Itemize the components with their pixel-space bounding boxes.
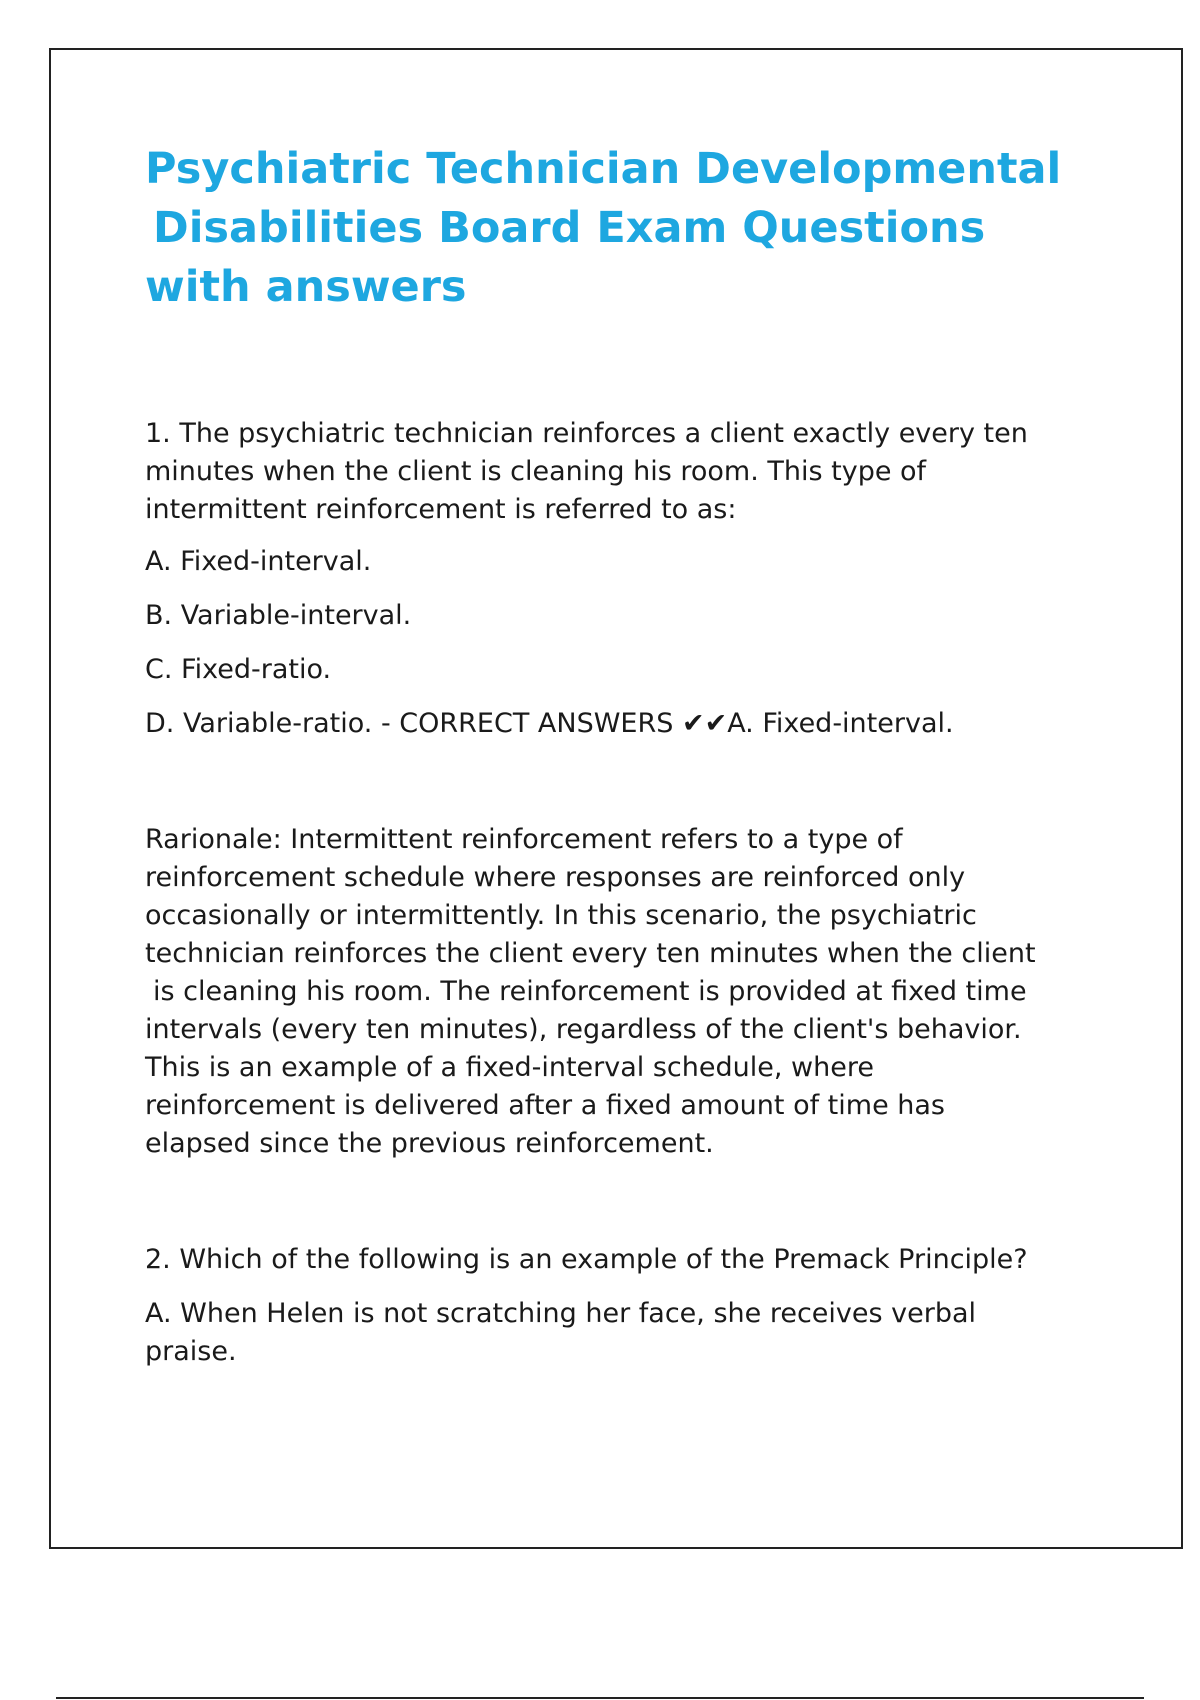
rationale-line: elapsed since the previous reinforcement. <box>145 1128 714 1159</box>
question-text-line: intermittent reinforcement is referred to as: <box>145 494 737 525</box>
option-d-with-answer: D. Variable-ratio. - CORRECT ANSWERS ✔✔A. Fixed-interval. <box>145 708 954 739</box>
option-a: A. Fixed-interval. <box>145 546 372 577</box>
rationale-line: reinforcement is delivered after a fixed amount of time has <box>145 1090 945 1121</box>
rationale-line: reinforcement schedule where responses are reinforced only <box>145 862 966 893</box>
question-1 <box>145 415 1095 1163</box>
rationale-line: occasionally or intermittently. In this scenario, the psychiatric <box>145 900 977 931</box>
document-title <box>145 140 1095 317</box>
rationale-line: This is an example of a fixed-interval schedule, where <box>145 1052 874 1083</box>
option-line: A. When Helen is not scratching her face, she receives verbal <box>145 1298 977 1329</box>
option-line: praise. <box>145 1336 237 1367</box>
question-2-option-a <box>145 1295 1095 1371</box>
question-text-line: 1. The psychiatric technician reinforces a client exactly every ten <box>145 418 1028 449</box>
rationale <box>145 821 1095 1163</box>
option-b: B. Variable-interval. <box>145 600 412 631</box>
question-1-text <box>145 415 1095 529</box>
title-line: Disabilities Board Exam Questions <box>153 203 986 253</box>
option-c: C. Fixed-ratio. <box>145 654 332 685</box>
rationale-line: Rarionale: Intermittent reinforcement refers to a type of <box>145 824 903 855</box>
question-text-line: minutes when the client is cleaning his room. This type of <box>145 456 927 487</box>
rationale-line: is cleaning his room. The reinforcement is provided at fixed time <box>153 976 1027 1007</box>
rationale-line: technician reinforces the client every ten minutes when the client <box>145 938 1036 969</box>
document-content <box>145 140 1095 1387</box>
title-line: with answers <box>145 262 467 312</box>
rationale-line: intervals (every ten minutes), regardless of the client's behavior. <box>145 1014 1022 1045</box>
question-2 <box>145 1241 1095 1371</box>
title-line: Psychiatric Technician Developmental <box>145 144 1062 194</box>
question-2-text: 2. Which of the following is an example of the Premack Principle? <box>145 1244 1028 1275</box>
footer-rule <box>56 1697 1144 1699</box>
